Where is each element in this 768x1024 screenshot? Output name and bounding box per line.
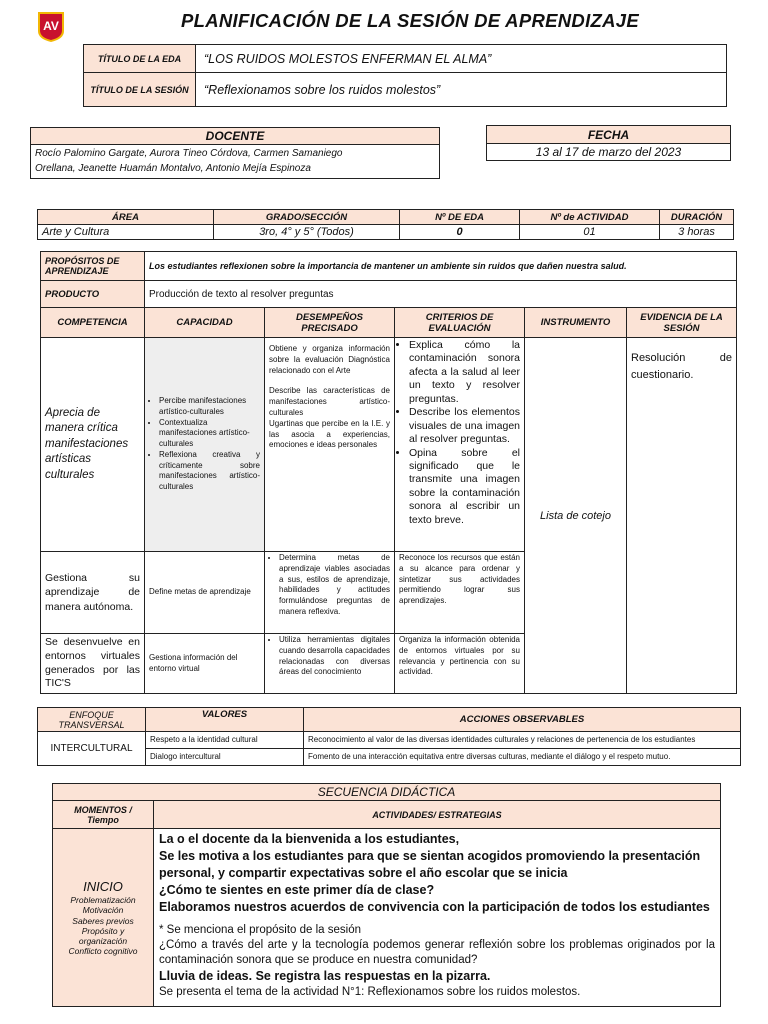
competency-matrix	[40, 307, 737, 694]
info-header-area: ÁREA	[38, 210, 214, 225]
activity-bienvenida: La o el docente da la bienvenida a los estudiantes,	[159, 832, 460, 846]
inicio-activities	[154, 829, 721, 1007]
desempeno-gestiona-item: • Determina metas de aprendizaje viables asociadas a sus, estilos de aprendizaje, habilidades y actitudes formulándose preguntas de manera reflexiva.	[279, 553, 390, 618]
info-eda-value: 0	[400, 225, 520, 240]
capacidad-gestiona: Define metas de aprendizaje	[145, 552, 265, 634]
activity-conflicto: ¿Cómo a través del arte y la tecnología podemos generar reflexión sobre los problemas originados por la contaminación sonora que se produce en nuestra comunidad?	[159, 939, 715, 967]
inicio-item: Motivación	[82, 905, 124, 916]
docente-table	[30, 127, 440, 179]
inicio-item: Saberes previos	[72, 915, 134, 926]
competencia-arte: Aprecia de manera crítica manifestaciones artísticas culturales	[41, 338, 145, 552]
inicio-item: Conflicto cognitivo	[68, 946, 138, 957]
activity-acuerdos: Elaboramos nuestros acuerdos de convivencia con la participación de todos los estudiantes	[159, 899, 710, 914]
info-duracion-value: 3 horas	[660, 225, 734, 240]
valores-label: VALORES	[146, 708, 304, 732]
matrix-header-instrumento: INSTRUMENTO	[525, 308, 627, 338]
matrix-header-desempenos: DESEMPEÑOS PRECISADO	[265, 308, 395, 338]
desempeno-tics-item: • Utiliza herramientas digitales cuando desarrolla capacidades relacionadas con diversas áreas del conocimiento	[279, 635, 390, 678]
info-actividad-value: 01	[520, 225, 660, 240]
competencia-tics: Se desenvuelve en entornos virtuales generados por las TIC'S	[41, 634, 145, 694]
acciones-label: ACCIONES OBSERVABLES	[304, 708, 741, 732]
desempeno-gestiona	[265, 552, 395, 634]
activity-pregunta: ¿Cómo te sientes en este primer día de clase?	[159, 882, 435, 897]
page-title: PLANIFICACIÓN DE LA SESIÓN DE APRENDIZAJE	[180, 10, 640, 31]
desempenos-arte	[265, 338, 395, 552]
momentos-label: MOMENTOS / Tiempo	[53, 801, 154, 829]
capacidad-item: • Reflexiona creativa y críticamente sobre manifestaciones artístico-culturales	[159, 450, 260, 493]
capacidad-item: • Contextualiza manifestaciones artístico-culturales	[159, 418, 260, 450]
competencia-gestiona: Gestiona su aprendizaje de manera autónoma.	[41, 552, 145, 634]
fecha-value: 13 al 17 de marzo del 2023	[487, 144, 731, 161]
info-header-eda: Nº DE EDA	[400, 210, 520, 225]
evidencia-cell: Resolución de cuestionario.	[627, 338, 737, 694]
matrix-header-capacidad: CAPACIDAD	[145, 308, 265, 338]
criterios-arte	[395, 338, 525, 552]
valor-respeto: Respeto a la identidad cultural	[146, 732, 304, 749]
info-table	[37, 209, 734, 240]
criterio-item: • Explica cómo la contaminación sonora afecta a la salud al leer un texto y resolver preguntas.	[409, 339, 520, 406]
criterio-item: • Opina sobre el significado que le transmite una imagen sobre la contaminación sonora al escribir un texto breve.	[409, 447, 520, 528]
session-title-label: TÍTULO DE LA SESIÓN	[84, 73, 196, 107]
matrix-header-competencia: COMPETENCIA	[41, 308, 145, 338]
matrix-header-evidencia: EVIDENCIA DE LA SESIÓN	[627, 308, 737, 338]
producto-label: PRODUCTO	[41, 281, 145, 309]
inicio-item: Propósito y organización	[78, 925, 128, 946]
info-header-grado: GRADO/SECCIÓN	[214, 210, 400, 225]
session-title-value: “Reflexionamos sobre los ruidos molestos”	[196, 73, 727, 107]
capacidades-arte	[145, 338, 265, 552]
docente-names	[31, 145, 440, 179]
actividades-label: ACTIVIDADES/ ESTRATEGIAS	[154, 801, 721, 829]
eda-title-label: TÍTULO DE LA EDA	[84, 45, 196, 73]
valor-dialogo: Dialogo intercultural	[146, 749, 304, 766]
school-logo-icon	[37, 11, 65, 43]
info-area-value: Arte y Cultura	[38, 225, 214, 240]
info-header-actividad: Nº de ACTIVIDAD	[520, 210, 660, 225]
propositos-value: Los estudiantes reflexionen sobre la importancia de mantener un ambiente sin ruidos que dañen nuestra salud.	[145, 252, 737, 281]
enfoque-table	[37, 707, 741, 766]
docente-label: DOCENTE	[31, 128, 440, 145]
inicio-item: Problematización	[70, 895, 136, 906]
activity-tema: Se presenta el tema de la actividad N°1: Reflexionamos sobre los ruidos molestos.	[159, 986, 581, 999]
capacidad-tics: Gestiona información del entorno virtual	[145, 634, 265, 694]
titles-table	[83, 44, 727, 107]
capacidad-item: • Percibe manifestaciones artístico-culturales	[159, 396, 260, 418]
activity-lluvia-ideas: Lluvia de ideas. Se registra las respuestas en la pizarra.	[159, 969, 491, 984]
propositos-table	[40, 251, 737, 309]
propositos-label: PROPÓSITOS DE APRENDIZAJE	[41, 252, 145, 281]
info-grado-value: 3ro, 4° y 5° (Todos)	[214, 225, 400, 240]
eda-title-value: “LOS RUIDOS MOLESTOS ENFERMAN EL ALMA”	[196, 45, 727, 73]
enfoque-name: INTERCULTURAL	[38, 732, 146, 766]
inicio-label: INICIO	[83, 878, 123, 894]
secuencia-title: SECUENCIA DIDÁCTICA	[53, 784, 721, 801]
svg-text:AV: AV	[43, 19, 59, 33]
desempeno-paragraph-1: Obtiene y organiza información sobre la evaluación Diagnóstica relacionado con el Arte	[269, 344, 390, 375]
desempeno-paragraph-3: Ugartinas que percibe en la I.E. y las asocia a experiencias, emociones e ideas personales	[269, 418, 390, 450]
fecha-table	[486, 125, 731, 161]
enfoque-label: ENFOQUE TRANSVERSAL	[38, 708, 146, 732]
criterio-item: • Describe los elementos visuales de una imagen al resolver preguntas.	[409, 406, 520, 446]
criterio-tics: Organiza la información obtenida de entornos virtuales por su relevancia y pertinencia con su actividad.	[395, 634, 525, 694]
matrix-header-criterios: CRITERIOS DE EVALUACIÓN	[395, 308, 525, 338]
info-header-duracion: DURACIÓN	[660, 210, 734, 225]
accion-respeto: Reconocimiento al valor de las diversas identidades culturales y relaciones de pertenencia de los estudiantes	[304, 732, 741, 749]
desempeno-tics	[265, 634, 395, 694]
inicio-cell	[53, 829, 154, 1007]
criterio-gestiona: Reconoce los recursos que están a su alcance para ordenar y sintetizar sus actividades permitiendo lograr sus aprendizajes.	[395, 552, 525, 634]
activity-motivacion: Se les motiva a los estudiantes para que se sientan acogidos promoviendo la presentación personal, y compartir expectativas sobre el año escolar que se inicia	[159, 848, 701, 880]
docente-line-2: Orellana, Jeanette Huamán Montalvo, Antonio Mejía Espinoza	[35, 163, 311, 174]
activity-proposito: * Se menciona el propósito de la sesión	[159, 924, 362, 937]
secuencia-table	[52, 783, 721, 1007]
instrumento-cell: Lista de cotejo	[525, 338, 627, 694]
desempeno-paragraph-2: Describe las características de manifestaciones artístico-culturales	[269, 386, 390, 417]
docente-line-1: Rocío Palomino Gargate, Aurora Tineo Córdova, Carmen Samaniego	[35, 148, 343, 159]
producto-value: Producción de texto al resolver preguntas	[145, 281, 737, 309]
accion-dialogo: Fomento de una interacción equitativa entre diversas culturas, mediante el diálogo y el respeto mutuo.	[304, 749, 741, 766]
fecha-label: FECHA	[487, 126, 731, 144]
